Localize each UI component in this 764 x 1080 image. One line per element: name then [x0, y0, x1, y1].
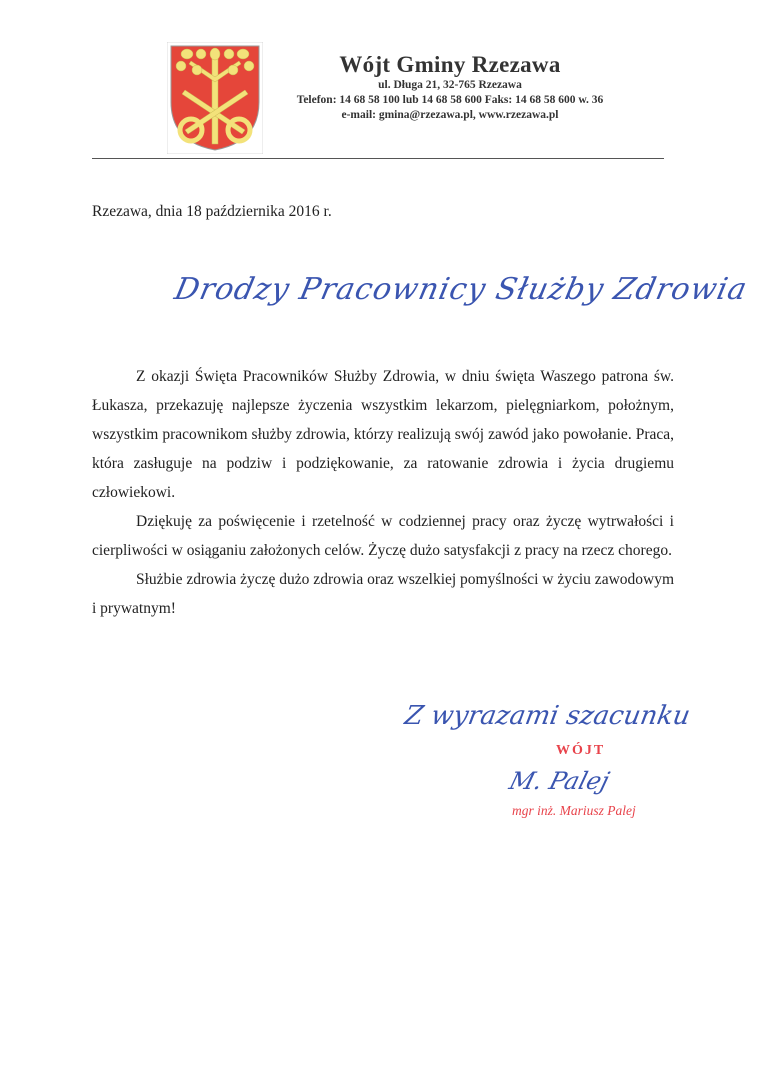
header-divider	[92, 158, 664, 159]
letterhead-contact: e-mail: gmina@rzezawa.pl, www.rzezawa.pl	[341, 109, 559, 121]
stamp-name: mgr inż. Mariusz Palej	[512, 803, 636, 818]
signature: M. Palej	[506, 767, 613, 795]
coat-of-arms-icon	[167, 42, 263, 154]
date-line: Rzezawa, dnia 18 października 2016 r.	[92, 203, 332, 220]
paragraph: Służbie zdrowia życzę dużo zdrowia oraz wszelkiej pomyślności w życiu zawodowym i prywatnym!	[92, 571, 675, 617]
letter-body	[92, 362, 674, 623]
handwritten-greeting: Drodzy Pracownicy Służby Zdrowia	[171, 272, 751, 307]
letterhead-title: Wójt Gminy Rzezawa	[339, 52, 561, 77]
letterhead-phone: Telefon: 14 68 58 100 lub 14 68 58 600 Faks: 14 68 58 600 w. 36	[296, 94, 604, 106]
paragraph: Dziękuję za poświęcenie i rzetelność w codziennej pracy oraz życzę wytrwałości i cierpliwości w osiąganiu założonych celów. Życzę dużo satysfakcji z pracy na rzecz chorego.	[92, 513, 674, 559]
stamp-role: WÓJT	[556, 743, 606, 758]
letterhead	[270, 52, 630, 123]
letterhead-address: ul. Długa 21, 32-765 Rzezawa	[378, 79, 522, 91]
handwritten-closing: Z wyrazami szacunku	[402, 701, 693, 731]
paragraph: Z okazji Święta Pracowników Służby Zdrowia, w dniu święta Waszego patrona św. Łukasza, przekazuję najlepsze życzenia wszystkim lekarzom, pielęgniarkom, położnym, wszystkim pracownikom służby zdrowia, którzy realizują swój zawód jako powołanie. Praca, która zasługuje na podziw i podziękowanie, za ratowanie zdrowia i życia drugiemu człowiekowi.	[92, 368, 674, 501]
